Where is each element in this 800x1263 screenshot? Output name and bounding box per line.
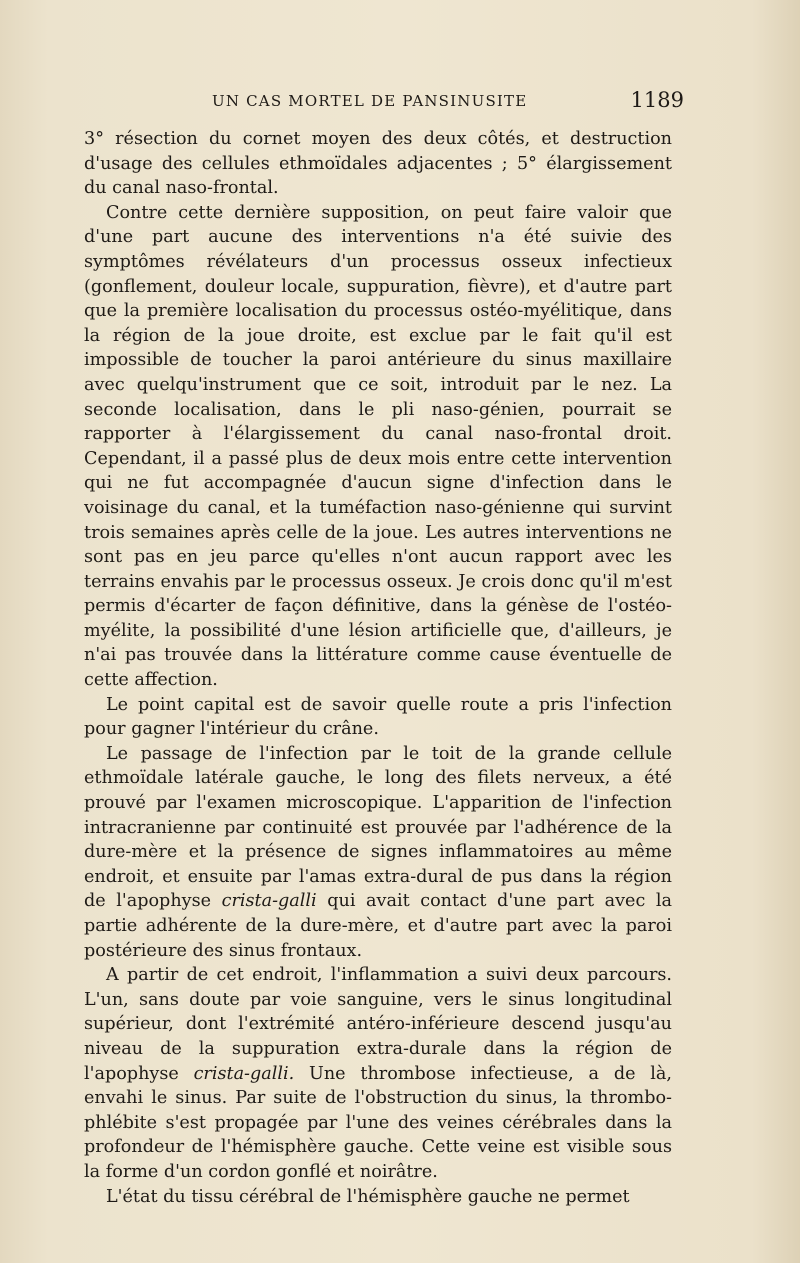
paragraph-text: qui avait contact d'une part avec la partie adhérente de la dure-mère, et d'autre part avec la paroi postérieure des sinus frontaux. [84,891,672,961]
paragraph: Le point capital est de savoir quelle route a pris l'infection pour gagner l'intérieur du crâne. [84,694,672,740]
paragraph-text: Le passage de l'infection par le toit de la grande cellule ethmoïdale latérale gauche, le long des filets nerveux, a été prouvé par l'examen microscopique. L'apparition de l'infection intracranienne par continuité est prouvée par l'adhérence de la dure-mère et la présence de signes inflammatoires au même endroit, et ensuite par l'amas extra-dural de pus dans la région de l'apophyse [84,743,672,912]
paragraph [84,742,672,963]
paragraph-text: A partir de cet endroit, l'inflammation a suivi deux parcours. L'un, sans doute par voie sanguine, vers le sinus longitudinal supérieur, dont l'extrémité antéro-inférieure descend jusqu'au niveau de la suppuration extra-durale dans la région de l'apophyse [84,965,672,1084]
paragraph: L'état du tissu cérébral de l'hémisphère gauche ne permet [106,1186,630,1207]
page-number: 1189 [630,88,684,112]
paragraph [84,963,672,1184]
paragraph: 3° résection du cornet moyen des deux côtés, et destruction d'usage des cellules ethmoïdales adjacentes ; 5° élargissement du canal naso-frontal. [84,129,672,199]
running-title: UN CAS MORTEL DE PANSINUSITE [212,92,528,110]
italic-term: crista-galli [221,891,317,912]
page-header [84,88,684,116]
paragraph-text: Une thrombose infectieuse, a de là, envahi le sinus. Par suite de l'obstruction du sinus, la thrombo- phlébite s'est propagée par l'une des veines cérébrales dans la profondeur de l'hémisphère gauche. Cette veine est visible sous la forme d'un cordon gonflé et noirâtre. [84,1063,673,1182]
paragraph: Contre cette dernière supposition, on peut faire valoir que d'une part aucune des interventions n'a été suivie des symptômes révélateurs d'un processus osseux infectieux (gonflement, douleur locale, suppuration, fièvre), et d'autre part que la première localisation du processus ostéo-myélitique, dans la région de la joue droite, est exclue par le fait qu'il est impossible de toucher la paroi antérieure du sinus maxillaire avec quelqu'instrument que ce soit, introduit par le nez. La seconde localisation, dans le pli naso-génien, pourrait se rapporter à l'élargissement du canal naso-frontal droit. Cependant, il a passé plus de deux mois entre cette intervention qui ne fut accompagnée d'aucun signe d'infection dans le voisinage du canal, et la tuméfaction naso-génienne qui survint trois semaines après celle de la joue. Les autres interventions ne sont pas en jeu parce qu'elles n'ont aucun rapport avec les terrains envahis par le processus osseux. Je crois donc qu'il m'est permis d'écarter de façon définitive, dans la génèse de l'ostéo-myélite, la possibilité d'une lésion artificielle que, d'ailleurs, je n'ai pas trouvée dans la littérature comme cause éventuelle de cette affection. [84,202,672,691]
italic-term: crista-galli. [193,1063,295,1084]
body-text [84,127,672,1209]
